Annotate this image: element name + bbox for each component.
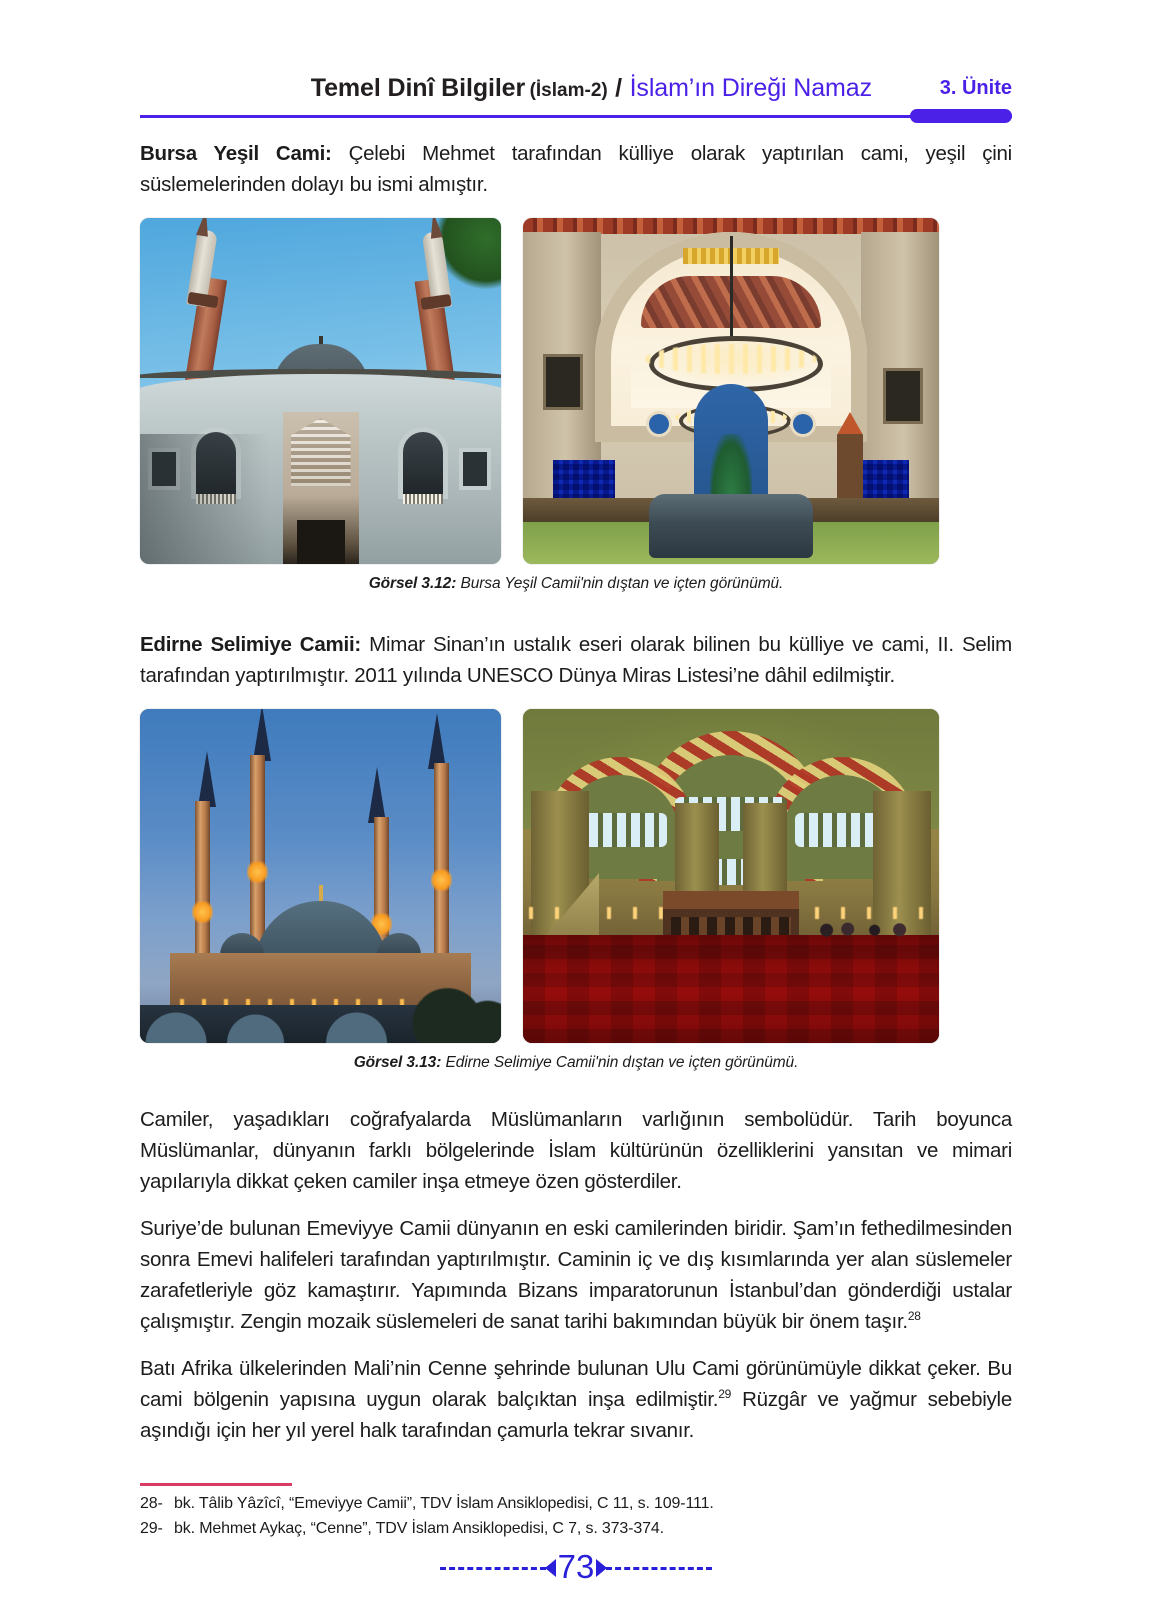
running-head-separator: / <box>615 74 623 102</box>
footnote-marker-28: 28 <box>907 1309 921 1324</box>
paragraph-cenne-text-after: Rüzgâr ve yağmur sebebiyle aşındığı için her yıl yerel halk tarafından çamurla tekrar sıvanır. <box>140 1388 1012 1442</box>
figure-caption-3-12-label: Görsel 3.12: <box>368 575 457 592</box>
running-head <box>172 74 872 103</box>
footnote-marker-29: 29 <box>718 1387 732 1402</box>
footer-arrow-left-icon <box>545 1559 556 1577</box>
figure-caption-3-13-label: Görsel 3.13: <box>353 1054 442 1071</box>
unit-number-label: 3. Ünite <box>939 77 1012 99</box>
minaret-cap-2 <box>253 709 271 761</box>
figure-group-3-12 <box>140 218 1012 564</box>
running-head-title: Temel Dinî Bilgiler <box>310 74 526 102</box>
red-prayer-carpet <box>523 935 939 1043</box>
minaret-balcony-light-1 <box>192 901 213 923</box>
facade-window-far-right <box>463 452 487 486</box>
wall-medallion-left <box>649 414 669 434</box>
paragraph-cenne-text-before: Batı Afrika ülkelerinden Mali’nin Cenne şehrinde bulunan Ulu Cami görünümüyle dikkat çeker. Bu cami bölgenin yapısına uygun olarak balçıktan inşa edilmiştir. <box>140 1357 1012 1411</box>
paragraph-emeviyye <box>140 1213 1012 1337</box>
minaret-balcony-light-4 <box>431 869 452 891</box>
minaret-balcony-light-2 <box>247 861 268 883</box>
calligraphy-plaque-right <box>883 368 923 424</box>
minaret-cap-4 <box>428 713 446 769</box>
footer-dash-left <box>440 1567 546 1570</box>
running-head-subtitle: (İslam-2) <box>529 80 608 101</box>
minaret-cap-3 <box>368 767 386 823</box>
section-lead-selimiye: Edirne Selimiye Camii: <box>140 633 361 656</box>
paragraph-camiler: Camiler, yaşadıkları coğrafyalarda Müslümanların varlığının sembolüdür. Tarih boyunca Müslümanlar, dünyanın farklı bölgelerinde İslam kültürünün özelliklerini yansıtan ve mimari yapılarıyla dikkat çeken camiler inşa etmeye özen gösterdiler. <box>140 1108 1012 1193</box>
image-bursa-interior <box>523 218 939 564</box>
paragraph-cenne <box>140 1353 1012 1446</box>
wall-medallion-right <box>793 414 813 434</box>
page-footer <box>0 1548 1152 1588</box>
footnote-number-29: 29- <box>140 1519 163 1537</box>
header-divider-cap <box>910 109 1012 123</box>
facade-window-right <box>403 432 443 494</box>
footnote-text-29: bk. Mehmet Aykaç, “Cenne”, TDV İslam Ansiklopedisi, C 7, s. 373-374. <box>174 1519 664 1537</box>
page-content <box>140 138 1012 1446</box>
marble-fountain <box>649 494 813 558</box>
page-number: 73 <box>557 1547 595 1585</box>
facade-shadow <box>140 434 270 564</box>
chandelier-lamps-upper <box>645 344 817 374</box>
footnote-text-28: bk. Tâlib Yâzîcî, “Emeviyye Camii”, TDV İslam Ansiklopedisi, C 11, s. 109-111. <box>174 1495 714 1512</box>
footnote-list <box>140 1492 1012 1541</box>
calligraphy-plaque-left <box>543 354 583 410</box>
chandelier-rod <box>730 236 733 340</box>
minaret-right-spire <box>427 218 443 239</box>
visitors <box>817 917 913 939</box>
figure-caption-3-12 <box>140 575 1012 593</box>
image-selimiye-interior <box>523 709 939 1043</box>
section-lead-bursa: Bursa Yeşil Cami: <box>140 142 332 165</box>
section-body-selimiye: Mimar Sinan’ın ustalık eseri olarak bilinen bu külliye ve cami, II. Selim tarafından yaptırılmıştır. 2011 yılında UNESCO Dünya Miras Listesi’ne dâhil edilmiştir. <box>140 633 1012 687</box>
footnote-item-29 <box>140 1517 1012 1542</box>
foreground-trees <box>409 977 501 1043</box>
footnote-separator-rule <box>140 1483 292 1486</box>
minaret-cap-1 <box>198 751 216 807</box>
image-bursa-exterior <box>140 218 501 564</box>
paragraph-emeviyye-text: Suriye’de bulunan Emeviyye Camii dünyanın en eski camilerinden biridir. Şam’ın fethedilmesinden sonra Emevi halifeleri tarafından yaptırılmıştır. Caminin iç ve dış kısımlarında yer alan süslemeler zarafetleriyle göz kamaştırır. Yapımında Bizans imparatorunun İstanbul’dan gönderdiği ustalar çalışmıştır. Zengin mozaik süslemeleri de sanat tarihi bakımından büyük bir önem taşır. <box>140 1217 1012 1333</box>
header-divider-line <box>140 115 1012 118</box>
page-header <box>140 74 1012 120</box>
section-body-bursa: Çelebi Mehmet tarafından külliye olarak yaptırılan cami, yeşil çini süslemelerinden dolayı bu ismi almıştır. <box>140 142 1012 196</box>
window-grille-right <box>403 494 443 504</box>
figure-caption-3-13 <box>140 1054 1012 1072</box>
section-paragraph-bursa <box>140 138 1012 200</box>
footnote-item-28 <box>140 1492 1012 1517</box>
image-selimiye-exterior <box>140 709 501 1043</box>
figure-group-3-13 <box>140 709 1012 1043</box>
footnote-number-28: 28- <box>140 1495 163 1512</box>
figure-caption-3-12-text: Bursa Yeşil Camii'nin dıştan ve içten görünümü. <box>456 575 784 592</box>
section-paragraph-selimiye <box>140 629 1012 691</box>
running-head-unit-name: İslam’ın Direği Namaz <box>629 74 872 102</box>
tiled-mihrab <box>694 384 768 508</box>
figure-caption-3-13-text: Edirne Selimiye Camii'nin dıştan ve içten görünümü. <box>441 1054 799 1071</box>
footer-dash-right <box>606 1567 712 1570</box>
